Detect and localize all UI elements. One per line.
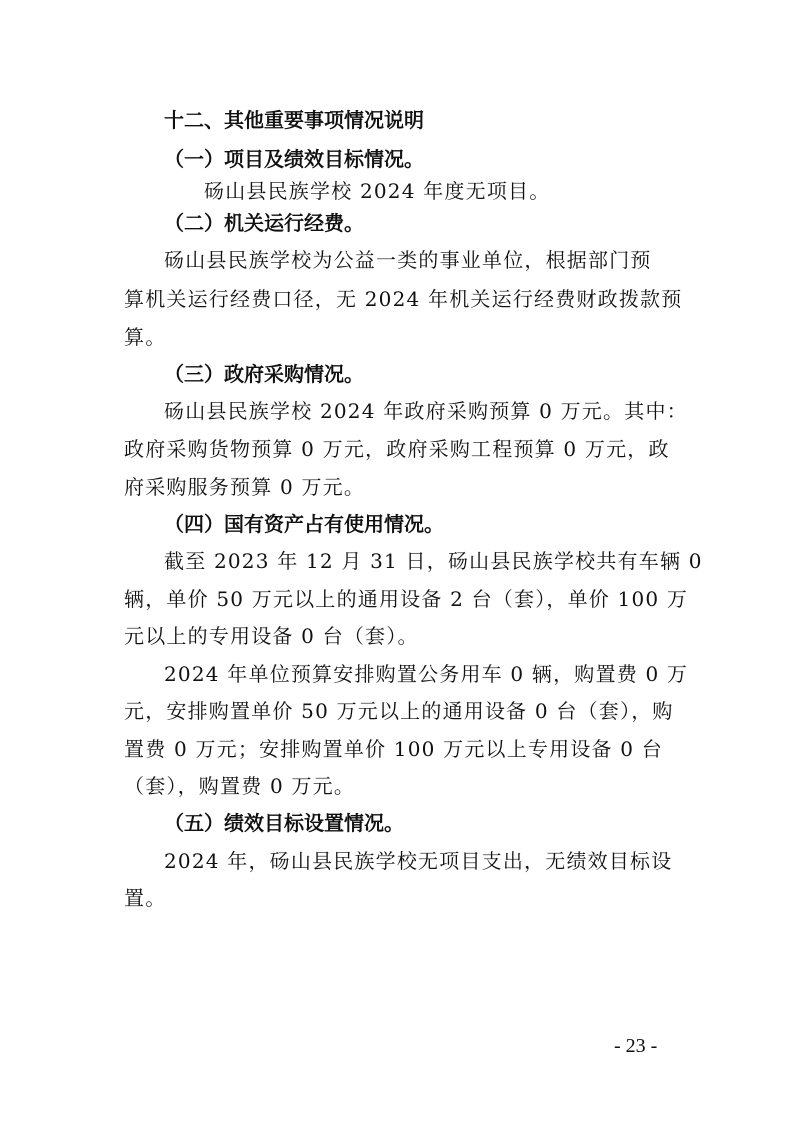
paragraph-line: （套），购置费 0 万元。 [124, 774, 356, 798]
page-number: - 23 - [614, 1035, 658, 1057]
subsection-heading-2: （二）机关运行经费。 [164, 211, 364, 235]
paragraph-line: 政府采购货物预算 0 万元，政府采购工程预算 0 万元，政 [124, 437, 670, 461]
paragraph-line: 砀山县民族学校 2024 年度无项目。 [204, 179, 551, 203]
subsection-heading-4: （四）国有资产占有使用情况。 [164, 512, 444, 536]
paragraph-line: 府采购服务预算 0 万元。 [124, 475, 366, 499]
paragraph-line: 2024 年，砀山县民族学校无项目支出，无绩效目标设 [164, 849, 673, 873]
paragraph-line: 砀山县民族学校为公益一类的事业单位，根据部门预 [164, 248, 652, 272]
paragraph-line: 算机关运行经费口径，无 2024 年机关运行经费财政拨款预 [124, 287, 683, 311]
paragraph-line: 元以上的专用设备 0 台（套）。 [124, 624, 419, 648]
paragraph-line: 2024 年单位预算安排购置公务用车 0 辆，购置费 0 万 [164, 662, 689, 686]
paragraph-line: 置。 [124, 886, 167, 910]
subsection-heading-1: （一）项目及绩效目标情况。 [164, 147, 424, 171]
paragraph-line: 置费 0 万元；安排购置单价 100 万元以上专用设备 0 台 [124, 737, 663, 761]
subsection-heading-5: （五）绩效目标设置情况。 [164, 811, 404, 835]
paragraph-line: 算。 [124, 325, 167, 349]
paragraph-line: 截至 2023 年 12 月 31 日，砀山县民族学校共有车辆 0 [164, 549, 703, 573]
paragraph-line: 元，安排购置单价 50 万元以上的通用设备 0 台（套），购 [124, 699, 674, 723]
paragraph-line: 辆，单价 50 万元以上的通用设备 2 台（套），单价 100 万 [124, 587, 689, 611]
subsection-heading-3: （三）政府采购情况。 [164, 362, 364, 386]
section-title: 十二、其他重要事项情况说明 [164, 108, 424, 132]
paragraph-line: 砀山县民族学校 2024 年政府采购预算 0 万元。其中： [164, 399, 688, 423]
